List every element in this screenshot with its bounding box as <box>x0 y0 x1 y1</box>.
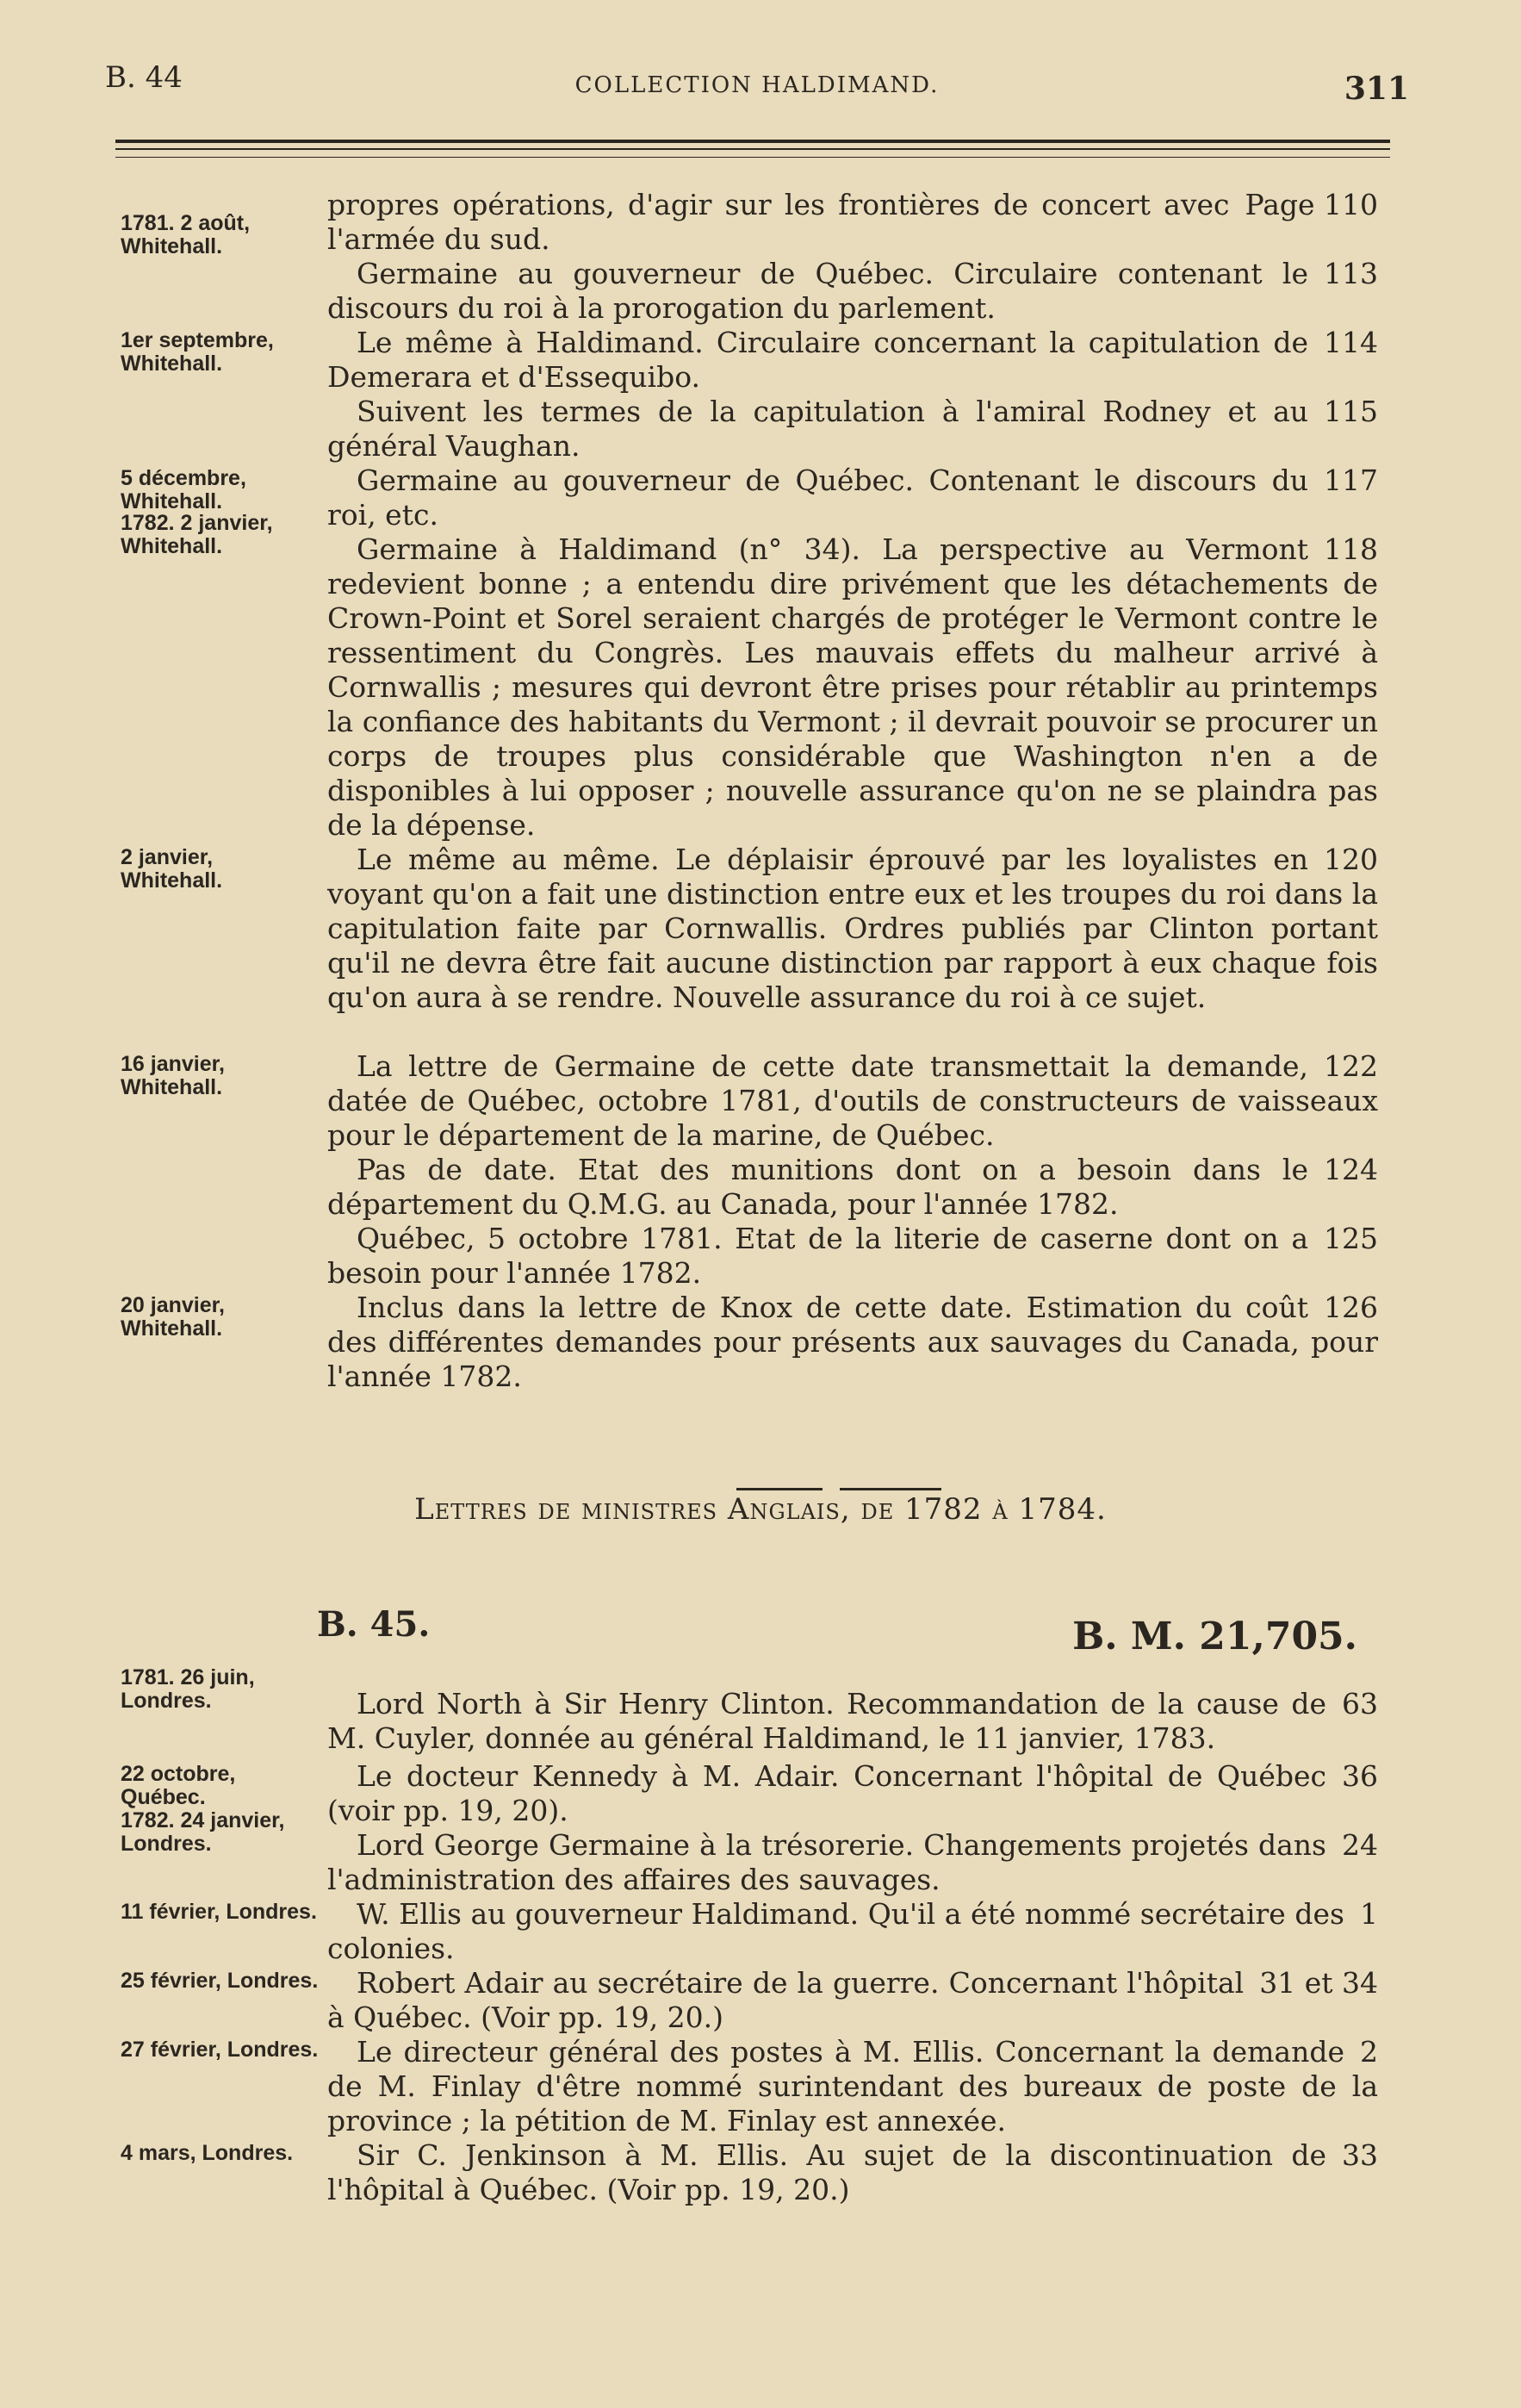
entry-text: 24 Lord George Germaine à la trésorerie. Changements projetés dans l'administration des affaires des sauvages. <box>327 1828 1378 1896</box>
entry-date: 1782. 24 janvier, Londres. <box>121 1808 285 1856</box>
entry-date: 25 février, Londres. <box>121 1969 319 1993</box>
calendar-entry <box>121 395 1378 464</box>
entry-text: 33 Sir C. Jenkinson à M. Ellis. Au sujet de la discontinuation de l'hôpital à Québec. (Voir pp. 19, 20.) <box>327 2138 1378 2206</box>
entry-page: Page 110 <box>1245 188 1378 221</box>
entry-text: 31 et 34 Robert Adair au secrétaire de la guerre. Concernant l'hôpital à Québec. (Voir pp. 19, 20.) <box>327 1966 1378 2034</box>
entry-date: 1er septembre, Whitehall. <box>121 328 274 376</box>
calendar-entry <box>121 511 1378 843</box>
calendar-entry <box>121 1808 1378 1897</box>
entry-date: 1782. 2 janvier, Whitehall. <box>121 511 273 558</box>
entry-page: 36 <box>1342 1759 1378 1793</box>
section-title: Lettres de ministres Anglais, de 1782 à 1784. <box>414 1492 1107 1527</box>
calendar-entries-b44 <box>121 188 1378 1394</box>
calendar-entry <box>121 1049 1378 1153</box>
calendar-entry <box>121 1153 1378 1222</box>
entry-text: 126 Inclus dans la lettre de Knox de cette date. Estimation du coût des différentes demandes pour présents aux sauvages du Canada, pour l'année 1782. <box>327 1291 1378 1393</box>
entry-date: 20 janvier, Whitehall. <box>121 1293 225 1341</box>
calendar-entry <box>121 1291 1378 1394</box>
header-rule <box>115 157 1390 158</box>
entry-date: 1781. 2 août, Whitehall. <box>121 211 251 258</box>
calendar-entry <box>121 1665 1378 1759</box>
entry-text: 125 Québec, 5 octobre 1781. Etat de la literie de caserne dont on a besoin pour l'année 1782. <box>327 1222 1378 1290</box>
entry-date: 22 octobre, Québec. <box>121 1762 236 1809</box>
entry-page: 117 <box>1324 464 1378 497</box>
entry-text: 36 Le docteur Kennedy à M. Adair. Concernant l'hôpital de Québec (voir pp. 19, 20). <box>327 1759 1378 1827</box>
entry-page: 120 <box>1324 843 1378 876</box>
entry-text: 114 Le même à Haldimand. Circulaire concernant la capitulation de Demerara et d'Essequibo. <box>327 326 1378 394</box>
entry-date: 4 mars, Londres. <box>121 2141 294 2165</box>
entry-page: 63 <box>1342 1687 1378 1720</box>
entry-text: 117 Germaine au gouverneur de Québec. Contenant le discours du roi, etc. <box>327 464 1378 532</box>
entry-text: 120 Le même au même. Le déplaisir éprouvé par les loyalistes en voyant qu'on a fait une distinction entre eux et les troupes du roi dans la capitulation faite par Cornwallis. Ordres publiés par Clinton portant qu'il ne devra être fait aucune distinction par rapport à eux chaque fois qu'on aura à se rendre. Nouvelle assurance du roi à ce sujet. <box>327 843 1378 1014</box>
calendar-entry <box>121 2035 1378 2138</box>
entry-text: 2 Le directeur général des postes à M. Ellis. Concernant la demande de M. Finlay d'être nommé surintendant des bureaux de poste de la province ; la pétition de M. Finlay est annexée. <box>327 2035 1378 2137</box>
entry-text: 122 La lettre de Germaine de cette date transmettait la demande, datée de Québec, octobre 1781, d'outils de constructeurs de vaisseaux pour le département de la marine, de Québec. <box>327 1049 1378 1152</box>
entry-page: 33 <box>1342 2138 1378 2172</box>
calendar-entry <box>121 1966 1378 2035</box>
entry-date: 5 décembre, Whitehall. <box>121 466 246 513</box>
british-museum-reference: B. M. 21,705. <box>1072 1615 1357 1658</box>
calendar-entry <box>121 326 1378 395</box>
calendar-entry <box>121 1222 1378 1291</box>
entry-text: 113 Germaine au gouverneur de Québec. Circulaire contenant le discours du roi à la prorogation du parlement. <box>327 257 1378 325</box>
calendar-entry <box>121 1897 1378 1966</box>
entry-page: 126 <box>1324 1291 1378 1324</box>
entry-date: 11 février, Londres. <box>121 1900 317 1924</box>
entry-date: 16 janvier, Whitehall. <box>121 1052 225 1099</box>
calendar-entries-b45 <box>121 1665 1378 2207</box>
entry-text: 63 Lord North à Sir Henry Clinton. Recommandation de la cause de M. Cuyler, donnée au général Haldimand, le 11 janvier, 1783. <box>327 1687 1378 1755</box>
calendar-entry <box>121 843 1378 1049</box>
entry-page: 122 <box>1324 1049 1378 1083</box>
calendar-entry <box>121 2138 1378 2207</box>
entry-page: 1 <box>1360 1897 1378 1931</box>
volume-label: B. 45. <box>317 1604 431 1645</box>
entry-text: 115 Suivent les termes de la capitulation à l'amiral Rodney et au général Vaughan. <box>327 395 1378 463</box>
volume-reference: B. 44 <box>105 60 183 95</box>
entry-text: Page 110 propres opérations, d'agir sur les frontières de concert avec l'armée du sud. <box>327 188 1378 256</box>
entry-page: 31 et 34 <box>1259 1966 1378 2000</box>
page-header <box>105 60 1409 112</box>
entry-text: 118 Germaine à Haldimand (n° 34). La perspective au Vermont redevient bonne ; a entendu dire privément que les détachements de Crown-Point et Sorel seraient chargés de protéger le Vermont contre le ressentiment du Congrès. Les mauvais effets du malheur arrivé à Cornwallis ; mesures qui devront être prises pour rétablir au printemps la confiance des habitants du Vermont ; il devrait pouvoir se procurer un corps de troupes plus considérable que Washington n'en a de disponibles à lui opposer ; nouvelle assurance qu'on ne se plaindra pas de la dépense. <box>327 532 1378 842</box>
entry-text: 124 Pas de date. Etat des munitions dont on a besoin dans le département du Q.M.G. au Canada, pour l'année 1782. <box>327 1153 1378 1221</box>
entry-date: 27 février, Londres. <box>121 2038 319 2062</box>
entry-page: 125 <box>1324 1222 1378 1255</box>
page-number: 311 <box>1344 71 1409 107</box>
running-title: COLLECTION HALDIMAND. <box>574 72 940 98</box>
entry-page: 118 <box>1324 532 1378 566</box>
entry-page: 115 <box>1324 395 1378 428</box>
entry-page: 114 <box>1324 326 1378 359</box>
entry-page: 124 <box>1324 1153 1378 1186</box>
entry-date: 1781. 26 juin, Londres. <box>121 1665 255 1713</box>
entry-text: 1 W. Ellis au gouverneur Haldimand. Qu'il a été nommé secrétaire des colonies. <box>327 1897 1378 1965</box>
entry-page: 2 <box>1360 2035 1378 2069</box>
header-rule <box>115 148 1390 150</box>
entry-date: 2 janvier, Whitehall. <box>121 845 223 893</box>
entry-page: 113 <box>1324 257 1378 290</box>
header-rule <box>115 140 1390 143</box>
entry-page: 24 <box>1342 1828 1378 1862</box>
